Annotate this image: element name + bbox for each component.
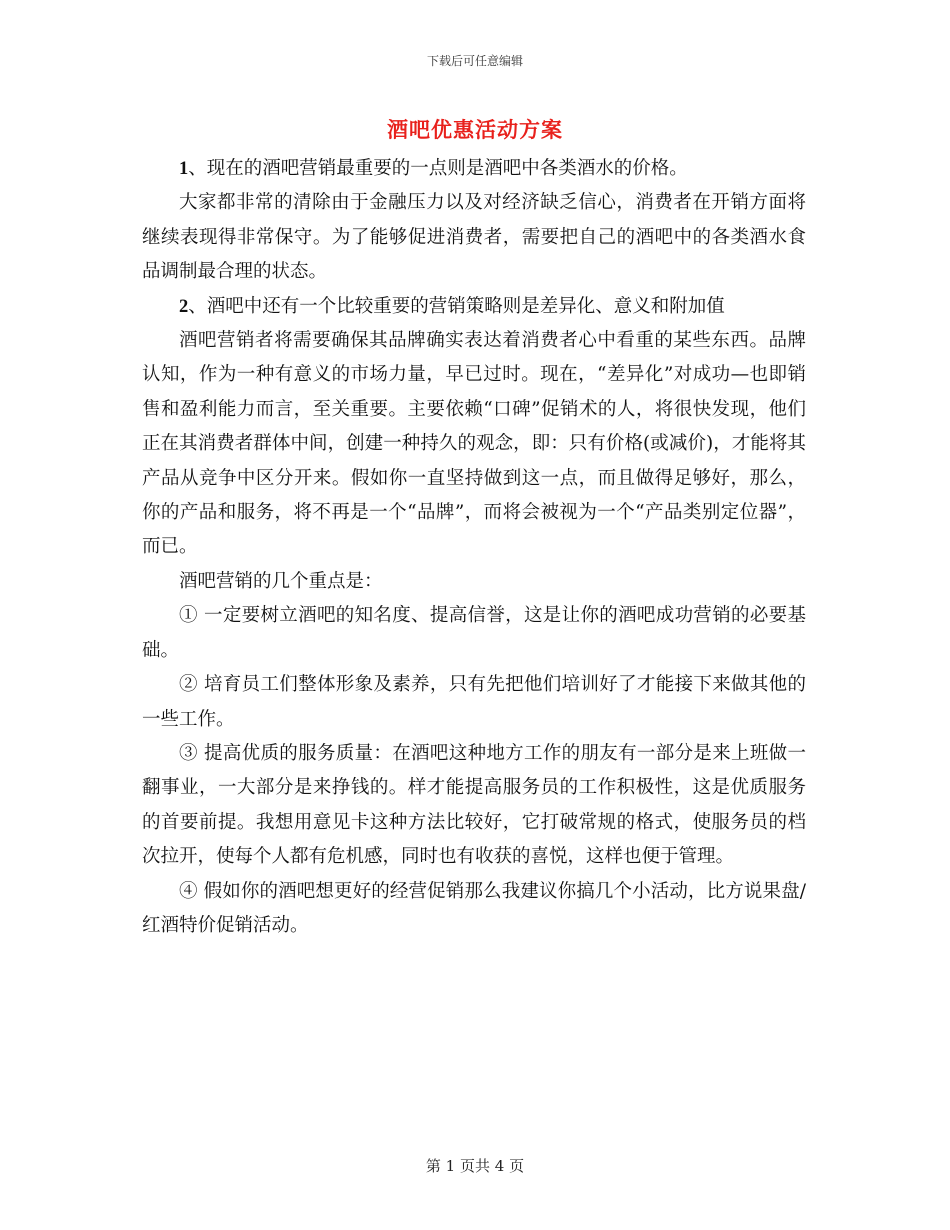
page-header: 下载后可任意编辑	[426, 54, 523, 68]
paragraph-4: 酒吧营销者将需要确保其品牌确实表达着消费者心中看重的某些东西。品牌认知，作为一种有意义的市场力量，早已过时。现在，“差异化”对成功—也即销售和盈利能力而言，至关重要。主要依赖“口碑”促销术的人，将很快发现，他们正在其消费者群体中间，创建一种持久的观念，即：只有价格(或减价)，才能将其产品从竞争中区分开来。假如你一直坚持做到这一点，而且做得足够好，那么，你的产品和服务，将不再是一个“品牌”，而将会被视为一个“产品类别定位器”，而已。	[142, 330, 806, 558]
paragraph-3	[142, 290, 806, 324]
document-body	[142, 152, 806, 943]
page-footer: 第 1 页共 4 页	[425, 1157, 525, 1175]
paragraph-number: 1	[179, 159, 189, 179]
paragraph-text: 、酒吧中还有一个比较重要的营销策略则是差异化、意义和附加值	[188, 295, 725, 317]
document-title: 酒吧优惠活动方案	[387, 117, 563, 142]
paragraph-6: ① 一定要树立酒吧的知名度、提高信誉，这是让你的酒吧成功营销的必要基础。	[142, 605, 806, 661]
paragraph-8: ③ 提高优质的服务质量：在酒吧这种地方工作的朋友有一部分是来上班做一翻事业，一大部分是来挣钱的。样才能提高服务员的工作积极性，这是优质服务的首要前提。我想用意见卡这种方法比较好，它打破常规的格式，使服务员的档次拉开，使每个人都有危机感，同时也有收获的喜悦，这样也便于管理。	[142, 742, 806, 868]
paragraph-7: ② 培育员工们整体形象及素养，只有先把他们培训好了才能接下来做其他的一些工作。	[142, 674, 806, 730]
paragraph-1	[142, 152, 806, 186]
paragraph-text: 、现在的酒吧营销最重要的一点则是酒吧中各类酒水的价格。	[188, 158, 688, 179]
paragraph-9: ④ 假如你的酒吧想更好的经营促销那么我建议你搞几个小活动，比方说果盘/红酒特价促销活动。	[142, 880, 806, 936]
paragraph-2: 大家都非常的清除由于金融压力以及对经济缺乏信心，消费者在开销方面将继续表现得非常保守。为了能够促进消费者，需要把自己的酒吧中的各类酒水食品调制最合理的状态。	[142, 192, 806, 283]
paragraph-number: 2	[179, 296, 189, 317]
paragraph-5: 酒吧营销的几个重点是：	[179, 570, 383, 592]
